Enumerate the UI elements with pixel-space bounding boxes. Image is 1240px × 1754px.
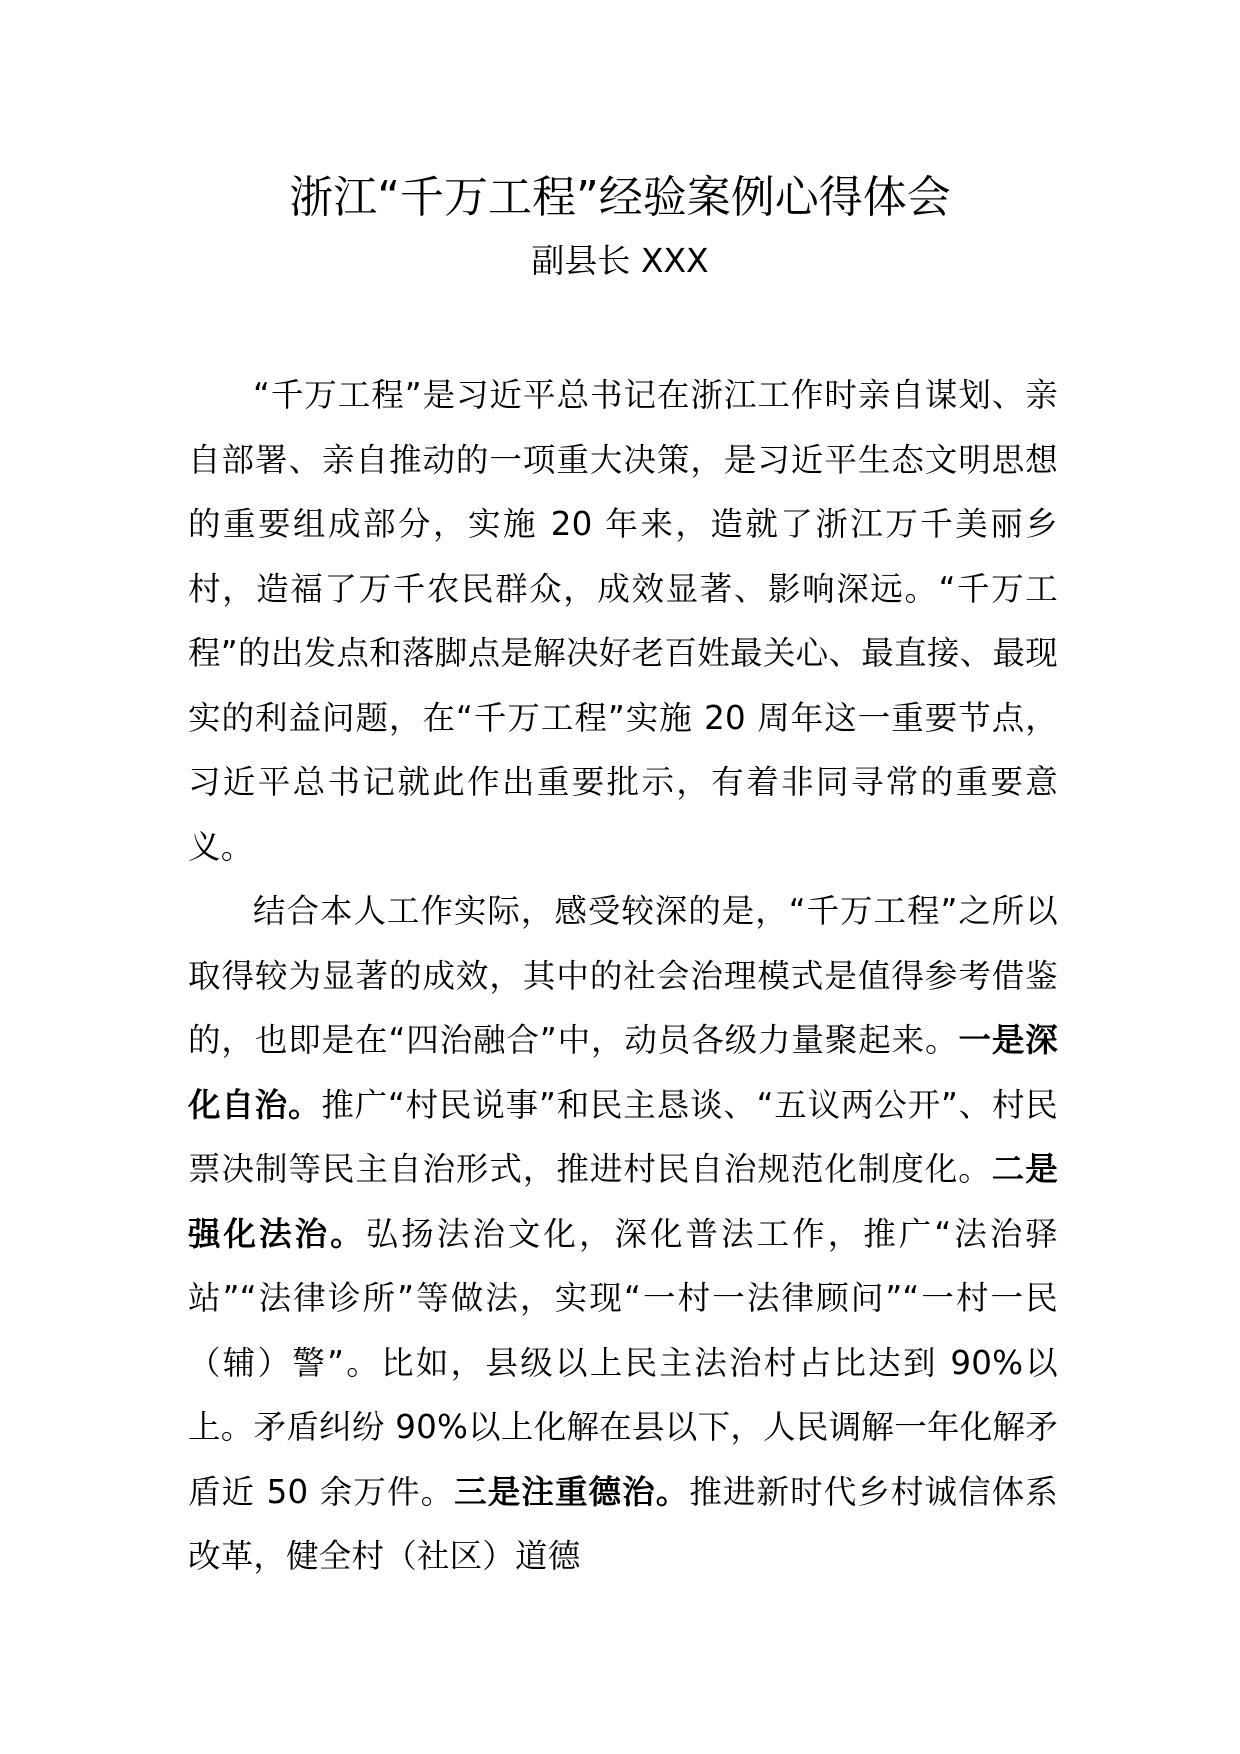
paragraph-text: 结合本人工作实际，感受较深的是，“千万工程”之所以取得较为显著的成效，其中的社会治理模式是值得参考借鉴的，也即是在“四治融合”中，动员各级力量聚起来。 (188, 892, 1058, 1059)
paragraph-text: 推广“村民说事”和民主恳谈、“五议两公开”、村民票决制等民主自治形式，推进村民自治规范化制度化。 (188, 1085, 1058, 1188)
bold-heading-rule-of-law: 二是强化法治。 (188, 1150, 1058, 1253)
paragraph-text: “千万工程”是习近平总书记在浙江工作时亲自谋划、亲自部署、亲自推动的一项重大决策，是习近平生态文明思想的重要组成部分，实施 20 年来，造就了浙江万千美丽乡村，造福了万千农民群众，成效显著、影响深远。“千万工程”的出发点和落脚点是解决好老百姓最关心、最直接、最现实的利益问题，在“千万工程”实施 20 周年这一重要节点，习近平总书记就此作出重要批示，有着非同寻常的重要意义。 (188, 376, 1058, 866)
document-body (188, 363, 1058, 1589)
bold-heading-rule-of-virtue: 三是注重德治。 (454, 1472, 690, 1511)
paragraph-text: 弘扬法治文化，深化普法工作，推广“法治驿站”“法律诊所”等做法，实现“一村一法律顾问”“一村一民（辅）警”。比如，县级以上民主法治村占比达到 90%以上。矛盾纠纷 90%以上化解在县以下，人民调解一年化解矛盾近 50 余万件。 (188, 1214, 1058, 1511)
document-author: 副县长 XXX (531, 241, 709, 280)
paragraph-1 (188, 363, 1058, 879)
paragraph-text: 推进新时代乡村诚信体系改革，健全村（社区）道德 (188, 1472, 1058, 1575)
paragraph-2 (188, 879, 1058, 1589)
bold-heading-self-governance: 一是深化自治。 (188, 1021, 1058, 1124)
document-title: 浙江“千万工程”经验案例心得体会 (289, 172, 951, 223)
